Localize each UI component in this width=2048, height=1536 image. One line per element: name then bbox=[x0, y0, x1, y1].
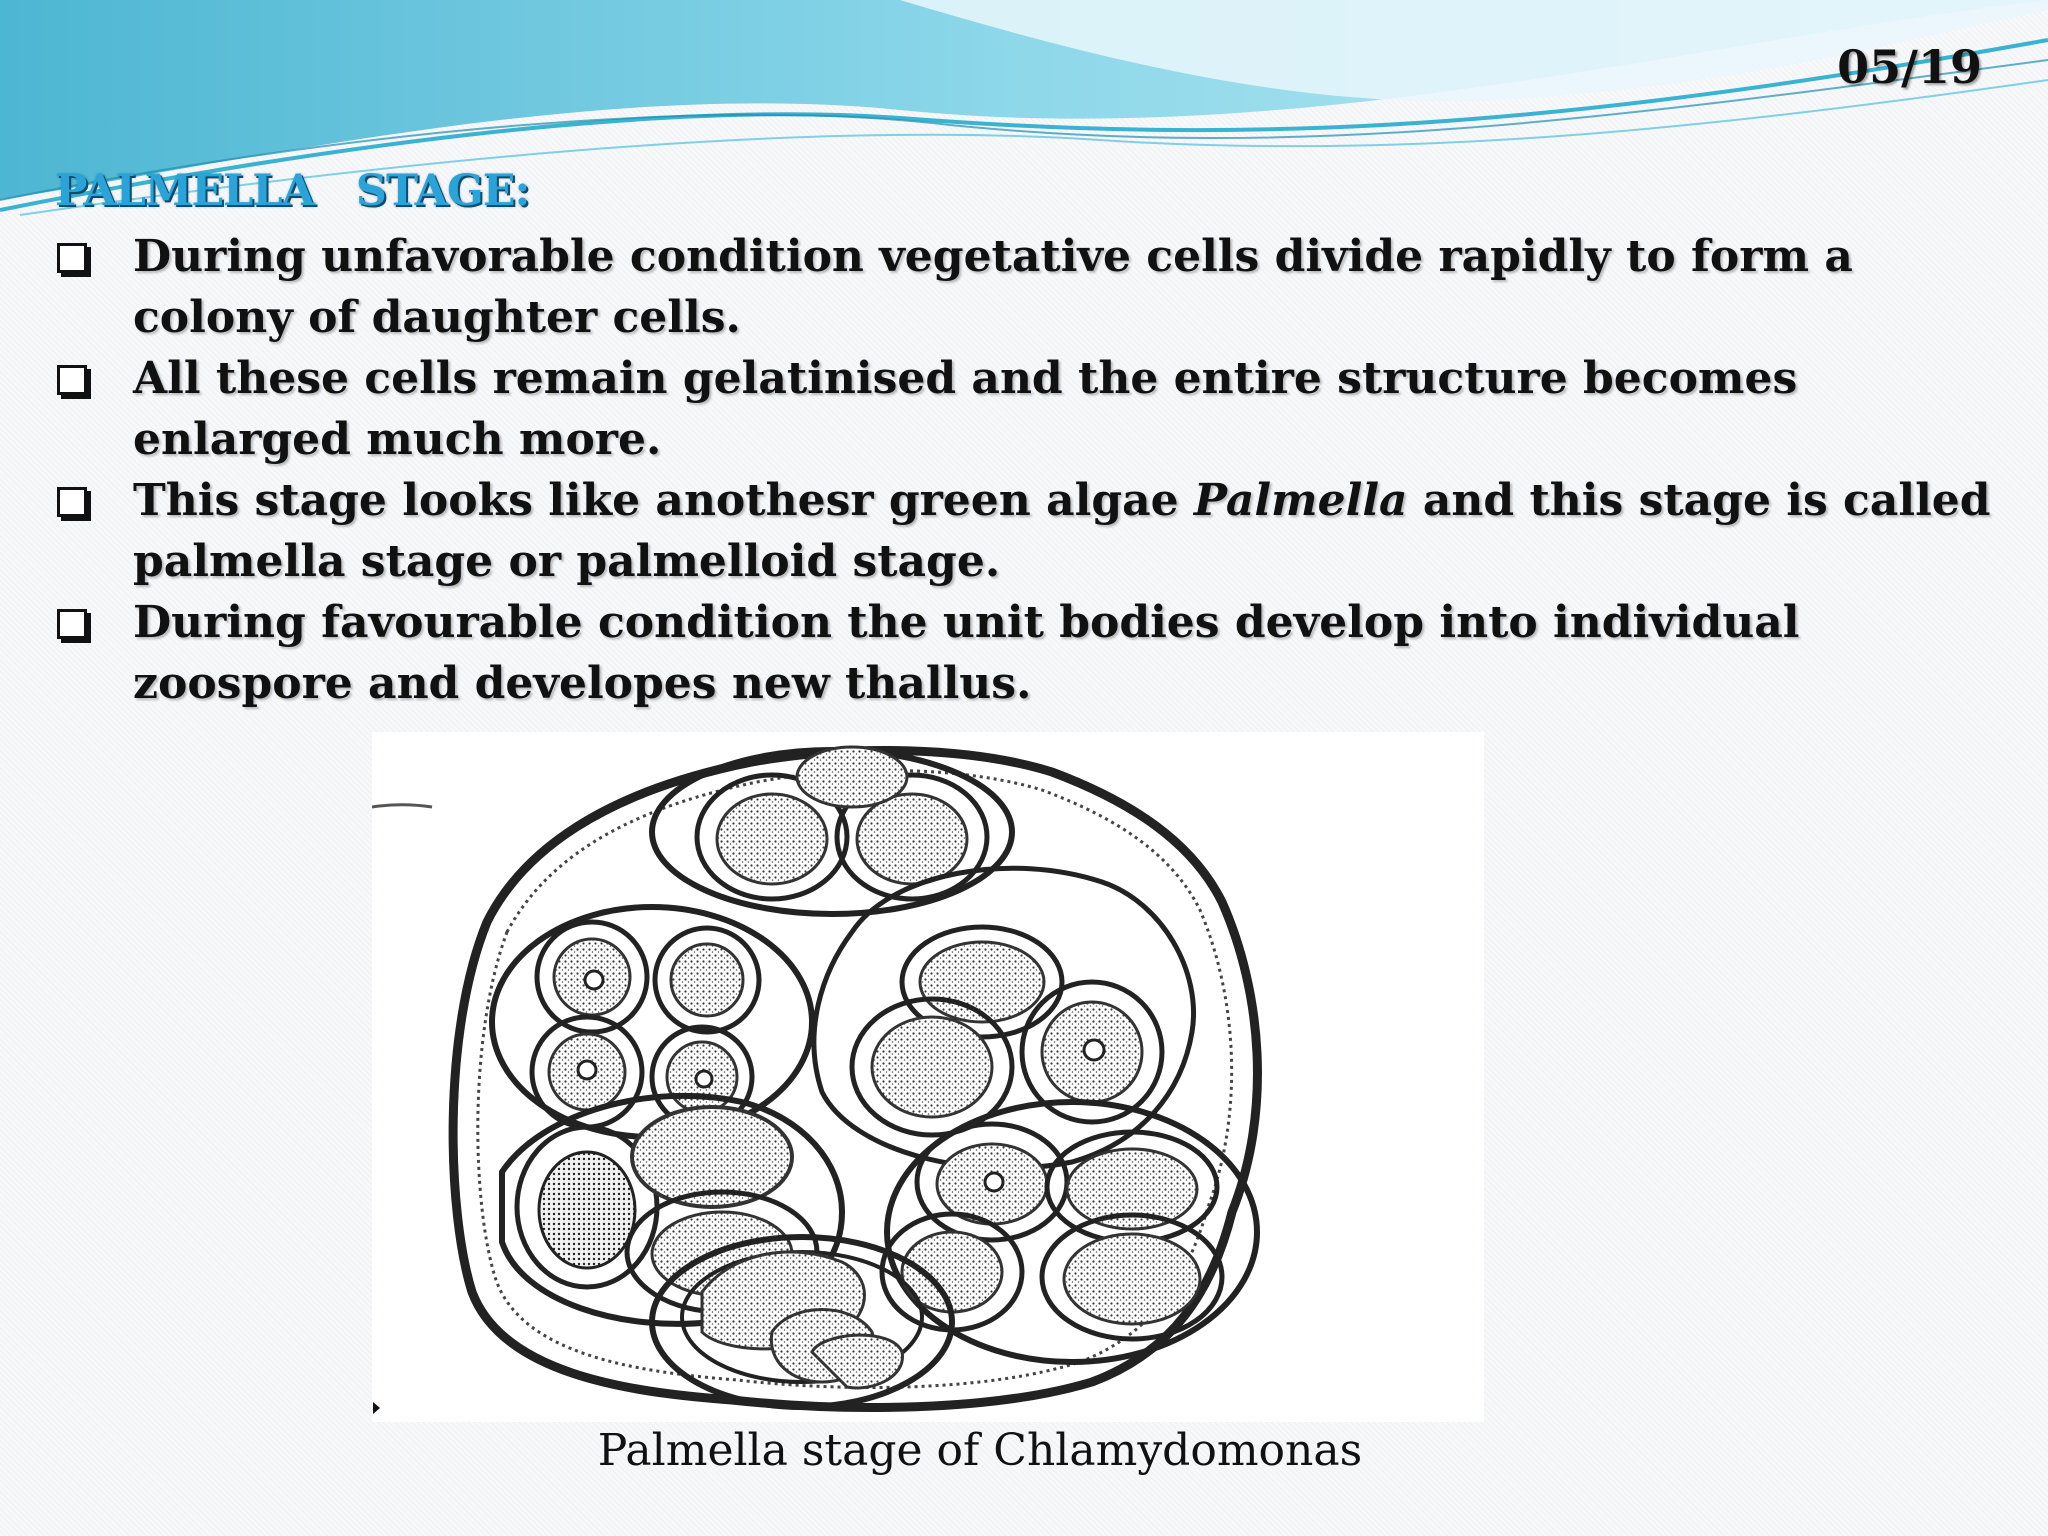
checkbox-square-icon bbox=[57, 365, 87, 395]
bullet-text-start: This stage looks like anothesr green algae bbox=[133, 475, 1194, 526]
bullet-text: During favourable condition the unit bodies develop into individual zoospore and developes new thallus. bbox=[133, 597, 1800, 709]
bullet-text: All these cells remain gelatinised and the entire structure becomes enlarged much more. bbox=[133, 353, 1798, 465]
cell-group-left bbox=[492, 907, 812, 1137]
checkbox-square-icon bbox=[57, 243, 87, 273]
bullet-text bbox=[133, 475, 1991, 587]
slide-title: PALMELLA STAGE: bbox=[55, 166, 530, 216]
figure-caption: Palmella stage of Chlamydomonas bbox=[597, 1425, 1363, 1476]
bullet-text-italic-term: Palmella bbox=[1193, 475, 1408, 526]
palmella-illustration bbox=[372, 732, 1484, 1422]
bullet-item bbox=[55, 592, 2005, 714]
bullet-item bbox=[55, 348, 2005, 470]
bullet-list bbox=[55, 226, 2005, 714]
cell-group-top bbox=[652, 747, 1012, 914]
bullet-text: During unfavorable condition vegetative cells divide rapidly to form a colony of daughter cells. bbox=[133, 231, 1853, 343]
bullet-item bbox=[55, 226, 2005, 348]
bullet-item bbox=[55, 470, 2005, 592]
checkbox-square-icon bbox=[57, 487, 87, 517]
checkbox-square-icon bbox=[57, 609, 87, 639]
palmella-figure bbox=[372, 732, 1484, 1422]
page-number: 05/19 bbox=[1837, 40, 1982, 94]
bullet-text-end: and this stage is called palmella stage or palmelloid stage. bbox=[133, 475, 1991, 587]
